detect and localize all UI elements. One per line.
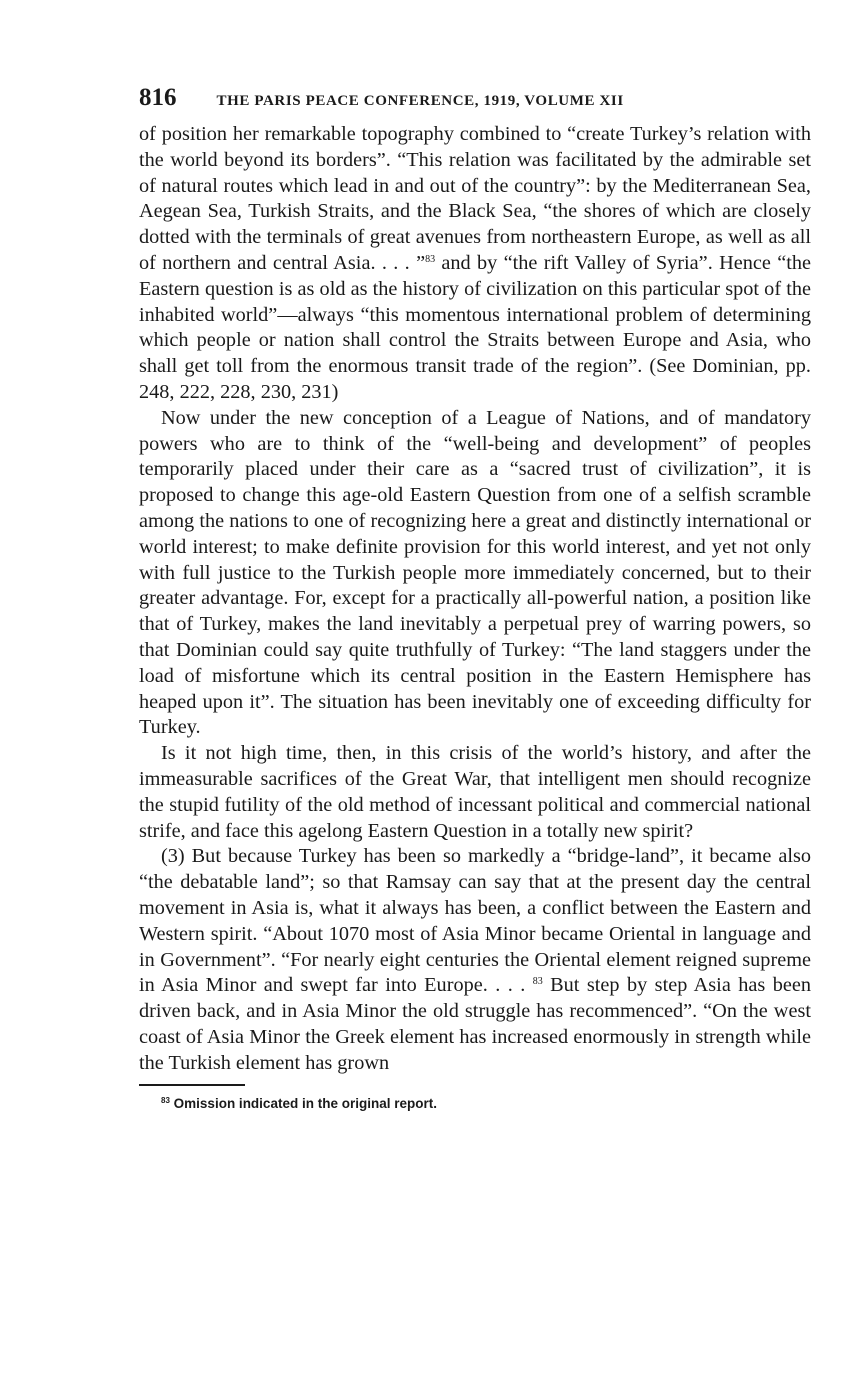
paragraph-1 xyxy=(139,122,811,406)
running-head: THE PARIS PEACE CONFERENCE, 1919, VOLUME XII xyxy=(216,93,624,109)
paragraph-1-text-b: and by “the rift Valley of Syria”. Hence “the Eastern question is as old as the history of civilization on this particular spot of the inhabited world”—always “this momentous international problem of determining which people or nation shall control the Straits between Europe and Asia, who shall get toll from the enormous transit trade of the region”. (See Dominian, pp. 248, 222, 228, 230, 231) xyxy=(139,251,811,403)
footnote-divider xyxy=(139,1084,245,1086)
paragraph-1-text-a: of position her remarkable topography combined to “create Turkey’s relation with the world beyond its borders”. “This relation was facilitated by the admirable set of natural routes which lead in and out of the country”: by the Mediterranean Sea, Aegean Sea, Turkish Straits, and the Black Sea, “the shores of which are closely dotted with the terminals of great avenues from northeastern Europe, as well as all of northern and central Asia. . . . ” xyxy=(139,123,811,274)
paragraph-4 xyxy=(139,844,811,1076)
page-number: 816 xyxy=(139,84,177,111)
footnote xyxy=(161,1096,811,1111)
body-text xyxy=(139,122,811,1076)
footnote-text: Omission indicated in the original report. xyxy=(173,1096,437,1112)
paragraph-4-text-b: But step by step Asia has been driven back, and in Asia Minor the old struggle has recommenced”. “On the west coast of Asia Minor the Greek element has increased enormously in strength while the Turkish element has grown xyxy=(139,974,811,1074)
page-header xyxy=(139,84,811,114)
footnote-marker: 83 xyxy=(161,1096,170,1106)
paragraph-3: Is it not high time, then, in this crisis of the world’s history, and after the immeasurable sacrifices of the Great War, that intelligent men should recognize the stupid futility of the old method of incessant political and commercial national strife, and face this agelong Eastern Question in a totally new spirit? xyxy=(139,742,811,842)
paragraph-4-text-a: (3) But because Turkey has been so markedly a “bridge-land”, it became also “the debatable land”; so that Ramsay can say that at the present day the central movement in Asia is, what it always has been, a conflict between the Eastern and Western spirit. “About 1070 most of Asia Minor became Oriental in language and in Government”. “For nearly eight centuries the Oriental element reigned supreme in Asia Minor and swept far into Europe. . . . xyxy=(139,845,811,997)
footnote-ref-83-second: 83 xyxy=(532,976,543,988)
paragraph-2: Now under the new conception of a League of Nations, and of mandatory powers who are to think of the “well-being and development” of peoples temporarily placed under their care as a “sacred trust of civilization”, it is proposed to change this age-old Eastern Question from one of a selfish scramble among the nations to one of recognizing here a great and distinctly international or world interest; to make definite provision for this world interest, and yet not only with full justice to the Turkish people more immediately concerned, but to their greater advantage. For, except for a practically all-powerful nation, a position like that of Turkey, makes the land inevitably a perpetual prey of warring powers, so that Dominian could say quite truthfully of Turkey: “The land staggers under the load of misfortune which its central position in the Eastern Hemisphere has heaped upon it”. The situation has been inevitably one of exceeding difficulty for Turkey. xyxy=(139,406,811,739)
footnote-ref-83: 83 xyxy=(425,253,436,265)
document-page xyxy=(139,84,811,1111)
